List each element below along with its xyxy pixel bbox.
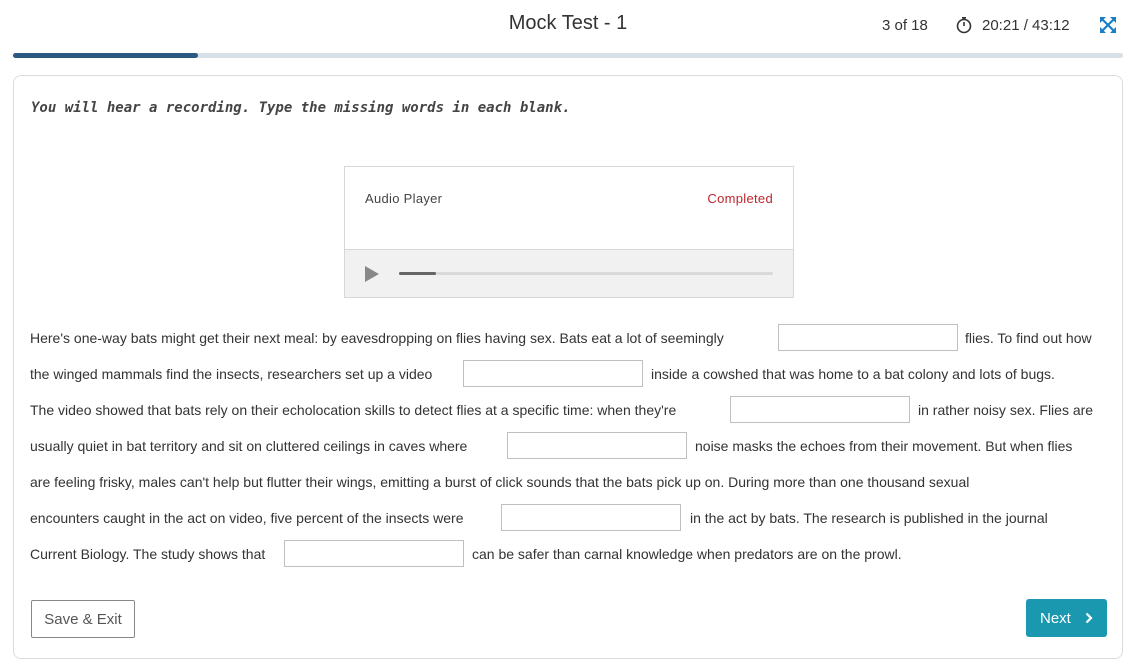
- audio-seek-progress: [399, 272, 436, 275]
- passage-text: usually quiet in bat territory and sit on cluttered ceilings in caves where: [30, 438, 468, 454]
- blank-input-6[interactable]: [284, 540, 464, 567]
- audio-seek-bar[interactable]: [399, 272, 773, 275]
- passage-text: Here's one-way bats might get their next meal: by eavesdropping on flies having sex. Bats eat a lot of seemingly: [30, 330, 724, 346]
- passage-text: encounters caught in the act on video, five percent of the insects were: [30, 510, 464, 526]
- play-icon[interactable]: [364, 265, 380, 283]
- passage-text: inside a cowshed that was home to a bat colony and lots of bugs.: [651, 366, 1055, 382]
- top-bar: [0, 0, 1136, 50]
- passage-text: in rather noisy sex. Flies are: [918, 402, 1094, 418]
- blank-input-5[interactable]: [501, 504, 681, 531]
- question-instruction: You will hear a recording. Type the missing words in each blank.: [31, 100, 571, 116]
- passage-text: in the act by bats. The research is published in the journal: [690, 510, 1048, 526]
- passage-text: Current Biology. The study shows that: [30, 546, 266, 562]
- audio-player-header: [345, 167, 793, 250]
- test-progress-fill: [13, 53, 198, 58]
- passage-text: can be safer than carnal knowledge when predators are on the prowl.: [472, 546, 902, 562]
- page-title: Mock Test - 1: [508, 12, 628, 34]
- chevron-right-icon: [1085, 612, 1093, 624]
- passage-text: noise masks the echoes from their movement. But when flies: [695, 438, 1073, 454]
- passage-text: The video showed that bats rely on their echolocation skills to detect flies at a specific time: when they're: [30, 402, 677, 418]
- passage-text: the winged mammals find the insects, researchers set up a video: [30, 366, 433, 382]
- audio-status: Completed: [707, 191, 773, 206]
- timer-readout: 20:21 / 43:12: [982, 17, 1070, 34]
- blank-input-2[interactable]: [463, 360, 643, 387]
- audio-controls: [345, 250, 793, 297]
- audio-player: [344, 166, 794, 298]
- blank-input-3[interactable]: [730, 396, 910, 423]
- blank-input-4[interactable]: [507, 432, 687, 459]
- passage-text: flies. To find out how: [965, 330, 1092, 346]
- fullscreen-expand-icon[interactable]: [1099, 16, 1117, 34]
- next-button[interactable]: [1026, 599, 1107, 637]
- blank-input-1[interactable]: [778, 324, 958, 351]
- passage-text: are feeling frisky, males can't help but flutter their wings, emitting a burst of click sounds that the bats pick up on. During more than one thousand sexual: [30, 474, 970, 490]
- save-exit-button[interactable]: Save & Exit: [31, 600, 135, 638]
- question-card: [13, 75, 1123, 659]
- test-progress-bar: [13, 53, 1123, 58]
- audio-player-label: Audio Player: [365, 191, 443, 206]
- stopwatch-icon: [955, 16, 973, 34]
- next-button-label: Next: [1040, 610, 1071, 627]
- question-counter: 3 of 18: [882, 17, 928, 34]
